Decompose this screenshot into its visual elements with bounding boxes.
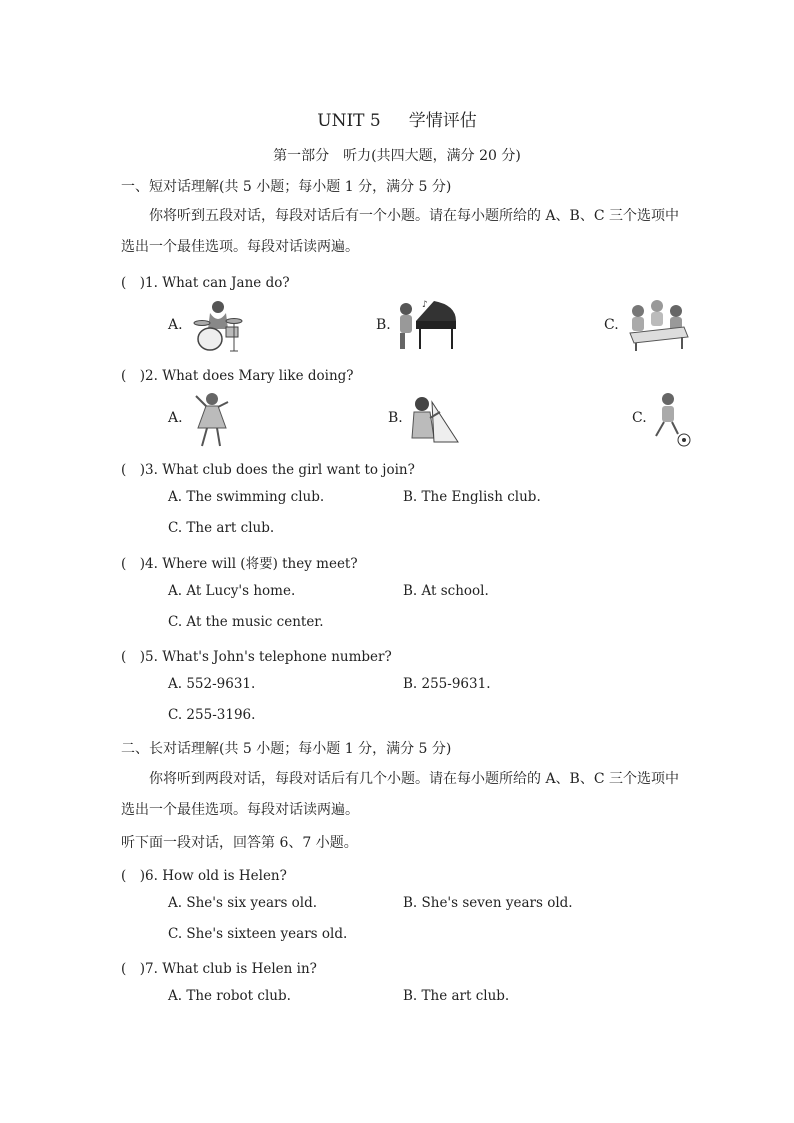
title-label: 学情评估 xyxy=(408,111,477,131)
q3-option-c[interactable]: C. The art club. xyxy=(168,520,275,536)
soccer-boy-icon xyxy=(650,390,692,448)
question-5: ( )5. What's John's telephone number? xyxy=(121,649,392,665)
question-3: ( )3. What club does the girl want to join? xyxy=(121,462,415,478)
q4-option-b[interactable]: B. At school. xyxy=(403,583,489,599)
q5-option-c[interactable]: C. 255-3196. xyxy=(168,707,256,723)
q3-option-a[interactable]: A. The swimming club. xyxy=(168,489,325,505)
unit-label: UNIT 5 xyxy=(317,111,381,131)
kids-at-table-icon xyxy=(624,297,690,353)
q4-option-c[interactable]: C. At the music center. xyxy=(168,614,324,630)
page-title xyxy=(0,106,794,131)
q6-option-c[interactable]: C. She's sixteen years old. xyxy=(168,926,348,942)
drawing-girl-icon xyxy=(404,392,464,446)
dancing-girl-icon xyxy=(192,390,232,448)
q2-option-b[interactable]: B. xyxy=(388,410,403,426)
q1-option-a[interactable]: A. xyxy=(168,317,183,333)
section1-heading: 一、短对话理解(共 5 小题；每小题 1 分，满分 5 分) xyxy=(121,179,452,195)
q6-option-b[interactable]: B. She's seven years old. xyxy=(403,895,573,911)
q3-option-b[interactable]: B. The English club. xyxy=(403,489,541,505)
q2-option-a[interactable]: A. xyxy=(168,410,183,426)
pianist-icon xyxy=(394,295,460,353)
q1-option-c[interactable]: C. xyxy=(604,317,619,333)
q1-option-b[interactable]: B. xyxy=(376,317,391,333)
q5-option-a[interactable]: A. 552-9631. xyxy=(168,676,256,692)
part-heading: 第一部分 听力(共四大题，满分 20 分) xyxy=(273,148,521,164)
q5-option-b[interactable]: B. 255-9631. xyxy=(403,676,491,692)
section2-instruction: 你将听到两段对话，每段对话后有几个小题。请在每小题所给的 A、B、C 三个选项中选出一个最佳选项。每段对话读两遍。 xyxy=(121,771,680,818)
section2-subheading: 听下面一段对话，回答第 6、7 小题。 xyxy=(121,835,358,851)
q4-option-a[interactable]: A. At Lucy's home. xyxy=(168,583,296,599)
question-1: ( )1. What can Jane do? xyxy=(121,275,290,291)
q2-option-c[interactable]: C. xyxy=(632,410,647,426)
question-7: ( )7. What club is Helen in? xyxy=(121,961,317,977)
q7-option-a[interactable]: A. The robot club. xyxy=(168,988,291,1004)
section2-heading: 二、长对话理解(共 5 小题；每小题 1 分，满分 5 分) xyxy=(121,741,452,757)
question-4: ( )4. Where will (将要) they meet? xyxy=(121,556,358,572)
svg-text:♪: ♪ xyxy=(422,300,428,310)
section1-instruction: 你将听到五段对话，每段对话后有一个小题。请在每小题所给的 A、B、C 三个选项中选出一个最佳选项。每段对话读两遍。 xyxy=(121,208,680,255)
question-2: ( )2. What does Mary like doing? xyxy=(121,368,354,384)
q7-option-b[interactable]: B. The art club. xyxy=(403,988,510,1004)
drummer-girl-icon xyxy=(190,297,246,353)
q6-option-a[interactable]: A. She's six years old. xyxy=(168,895,318,911)
question-6: ( )6. How old is Helen? xyxy=(121,868,287,884)
